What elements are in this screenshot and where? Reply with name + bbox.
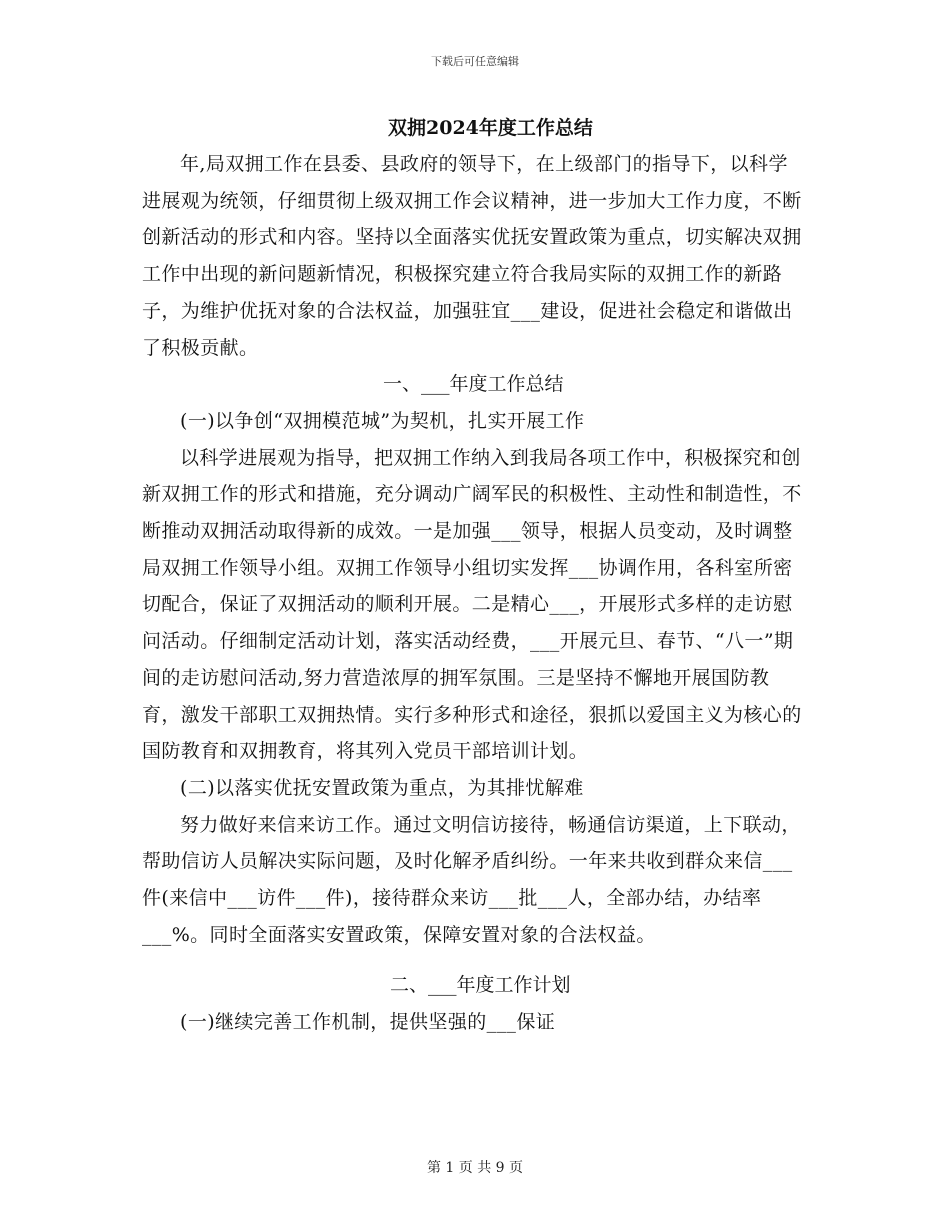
document-title: 双拥2024年度工作总结 bbox=[388, 117, 593, 139]
document-body bbox=[142, 110, 802, 1041]
section-1-sub-2-title: (二)以落实优抚安置政策为重点，为其排忧解难 bbox=[180, 776, 584, 799]
page-footer: 第 1 页 共 9 页 bbox=[426, 1160, 524, 1176]
header-note: 下载后可任意编辑 bbox=[431, 55, 519, 68]
section-1-sub-1-body: 以科学进展观为指导，把双拥工作纳入到我局各项工作中，积极探究和创新双拥工作的形式和措施，充分调动广阔军民的积极性、主动性和制造性，不断推动双拥活动取得新的成效。一是加强___领导，根据人员变动，及时调整局双拥工作领导小组。双拥工作领导小组切实发挥___协调作用，各科室所密切配合，保证了双拥活动的顺利开展。二是精心___，开展形式多样的走访慰问活动。仔细制定活动计划，落实活动经费，___开展元旦、春节、“八一”期间的走访慰问活动,努力营造浓厚的拥军氛围。三是坚持不懈地开展国防教育，激发干部职工双拥热情。实行多种形式和途径，狠抓以爱国主义为核心的国防教育和双拥教育，将其列入党员干部培训计划。 bbox=[142, 446, 802, 763]
section-2-heading: 二、___年度工作计划 bbox=[390, 974, 571, 997]
section-gap bbox=[142, 953, 802, 967]
section-2-sub-1-title: (一)继续完善工作机制，提供坚强的___保证 bbox=[180, 1011, 556, 1034]
section-1-sub-2-body: 努力做好来信来访工作。通过文明信访接待，畅通信访渠道，上下联动，帮助信访人员解决实际问题，及时化解矛盾纠纷。一年来共收到群众来信___件(来信中___访件___件)，接待群众来访___批___人，全部办结，办结率___%。同时全面落实安置政策，保障安置对象的合法权益。 bbox=[142, 813, 801, 946]
section-1-sub-1-title: (一)以争创“双拥模范城”为契机，扎实开展工作 bbox=[180, 409, 585, 432]
section-1-heading: 一、___年度工作总结 bbox=[383, 373, 564, 396]
intro-paragraph: 年,局双拥工作在县委、县政府的领导下，在上级部门的指导下，以科学进展观为统领，仔细贯彻上级双拥工作会议精神，进一步加大工作力度，不断创新活动的形式和内容。坚持以全面落实优抚安置政策为重点，切实解决双拥工作中出现的新问题新情况，积极探究建立符合我局实际的双拥工作的新路子，为维护优抚对象的合法权益，加强驻宜___建设，促进社会稳定和谐做出了积极贡献。 bbox=[142, 153, 802, 359]
